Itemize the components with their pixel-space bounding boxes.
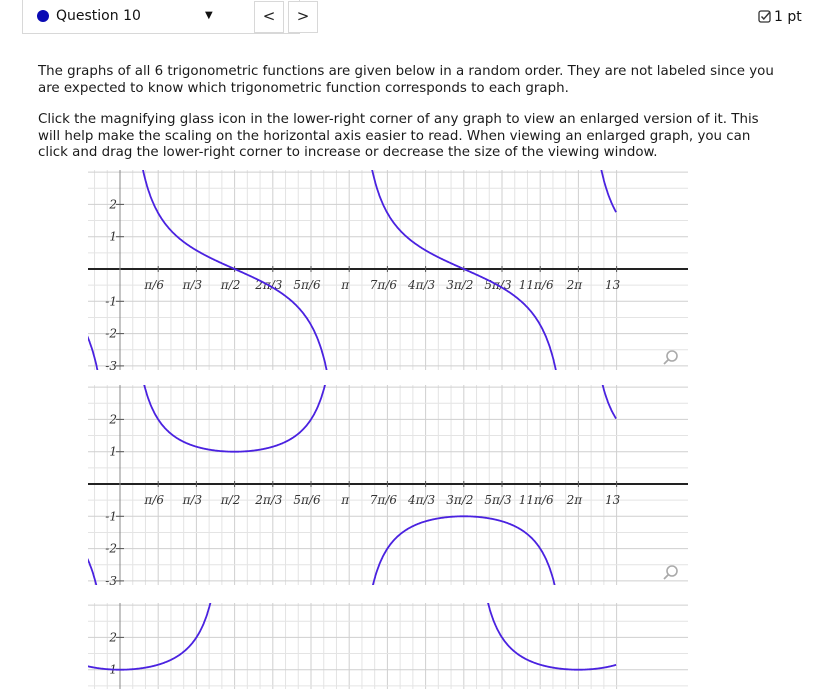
x-tick-label: 2π [566, 278, 583, 292]
x-tick-label: 5π/3 [484, 493, 512, 507]
y-tick-label: -1 [105, 509, 117, 524]
y-tick-label: 1 [109, 444, 117, 459]
magnifier-icon[interactable] [664, 566, 677, 579]
magnifier-lens [667, 566, 677, 576]
trig-graph-3 [88, 603, 688, 689]
y-tick-label: -3 [105, 573, 117, 585]
x-tick-label: 5π/6 [293, 278, 321, 292]
x-tick-label: 7π/6 [369, 278, 398, 292]
next-question-button[interactable]: > [288, 1, 318, 33]
y-tick-label: 1 [109, 662, 117, 677]
instruction-paragraph-1: The graphs of all 6 trigonometric functions are given below in a random order. They are not labeled since you are expected to know which trigonometric function corresponds to each graph. [38, 64, 774, 96]
x-tick-label: π/6 [144, 493, 164, 507]
magnifier-icon[interactable] [664, 351, 677, 364]
x-tick-label: π [341, 493, 350, 507]
x-tick-label: 3π/2 [446, 493, 474, 507]
y-tick-label: 2 [109, 412, 117, 427]
x-tick-label: 13 [604, 493, 621, 507]
question-selector[interactable] [22, 0, 310, 34]
previous-question-button[interactable]: < [254, 1, 284, 33]
x-tick-label: 2π/3 [255, 493, 283, 507]
y-tick-label: -2 [105, 541, 117, 556]
magnifier-lens [667, 351, 677, 361]
x-tick-label: 3π/2 [446, 278, 474, 292]
y-tick-label: 2 [109, 197, 117, 212]
x-tick-label: 4π/3 [407, 278, 436, 292]
x-tick-label: 4π/3 [407, 493, 436, 507]
function-curve [88, 603, 616, 689]
instruction-paragraph-2: Click the magnifying glass icon in the lower-right corner of any graph to view an enlarged version of it. This will help make the scaling on the horizontal axis easier to read. When viewing an enlarged graph, you can click and drag the lower-right corner to increase or decrease the size of the viewing window. [38, 112, 759, 160]
dropdown-caret-icon[interactable]: ▼ [205, 10, 213, 21]
grid-lines [88, 603, 688, 689]
x-tick-label: π/3 [182, 278, 203, 292]
y-tick-label: -1 [105, 294, 117, 309]
question-label: Question 10 [56, 8, 141, 24]
x-tick-label: π/6 [144, 278, 164, 292]
trig-graph-2 [88, 385, 688, 585]
points-label: 1 pt [774, 9, 802, 25]
x-tick-label: π/2 [220, 493, 241, 507]
x-tick-label: π [341, 278, 350, 292]
x-tick-label: 5π/3 [484, 278, 512, 292]
x-tick-label: 13 [604, 278, 621, 292]
question-status-dot [37, 10, 49, 22]
x-tick-label: π/2 [220, 278, 241, 292]
x-tick-label: 5π/6 [293, 493, 321, 507]
y-tick-label: -2 [105, 326, 117, 341]
y-tick-label: -3 [105, 358, 117, 370]
x-tick-label: 11π/6 [518, 493, 554, 507]
magnifier-handle [664, 360, 668, 364]
x-tick-label: 2π/3 [255, 278, 283, 292]
x-tick-label: 11π/6 [518, 278, 554, 292]
x-tick-label: 2π [566, 493, 583, 507]
trig-graph-1 [88, 170, 688, 370]
points-indicator [758, 9, 802, 27]
magnifier-handle [664, 575, 668, 579]
x-tick-label: 7π/6 [369, 493, 398, 507]
checkbox-icon [758, 10, 771, 27]
y-tick-label: 2 [109, 630, 117, 645]
x-tick-label: π/3 [182, 493, 203, 507]
y-tick-label: 1 [109, 229, 117, 244]
